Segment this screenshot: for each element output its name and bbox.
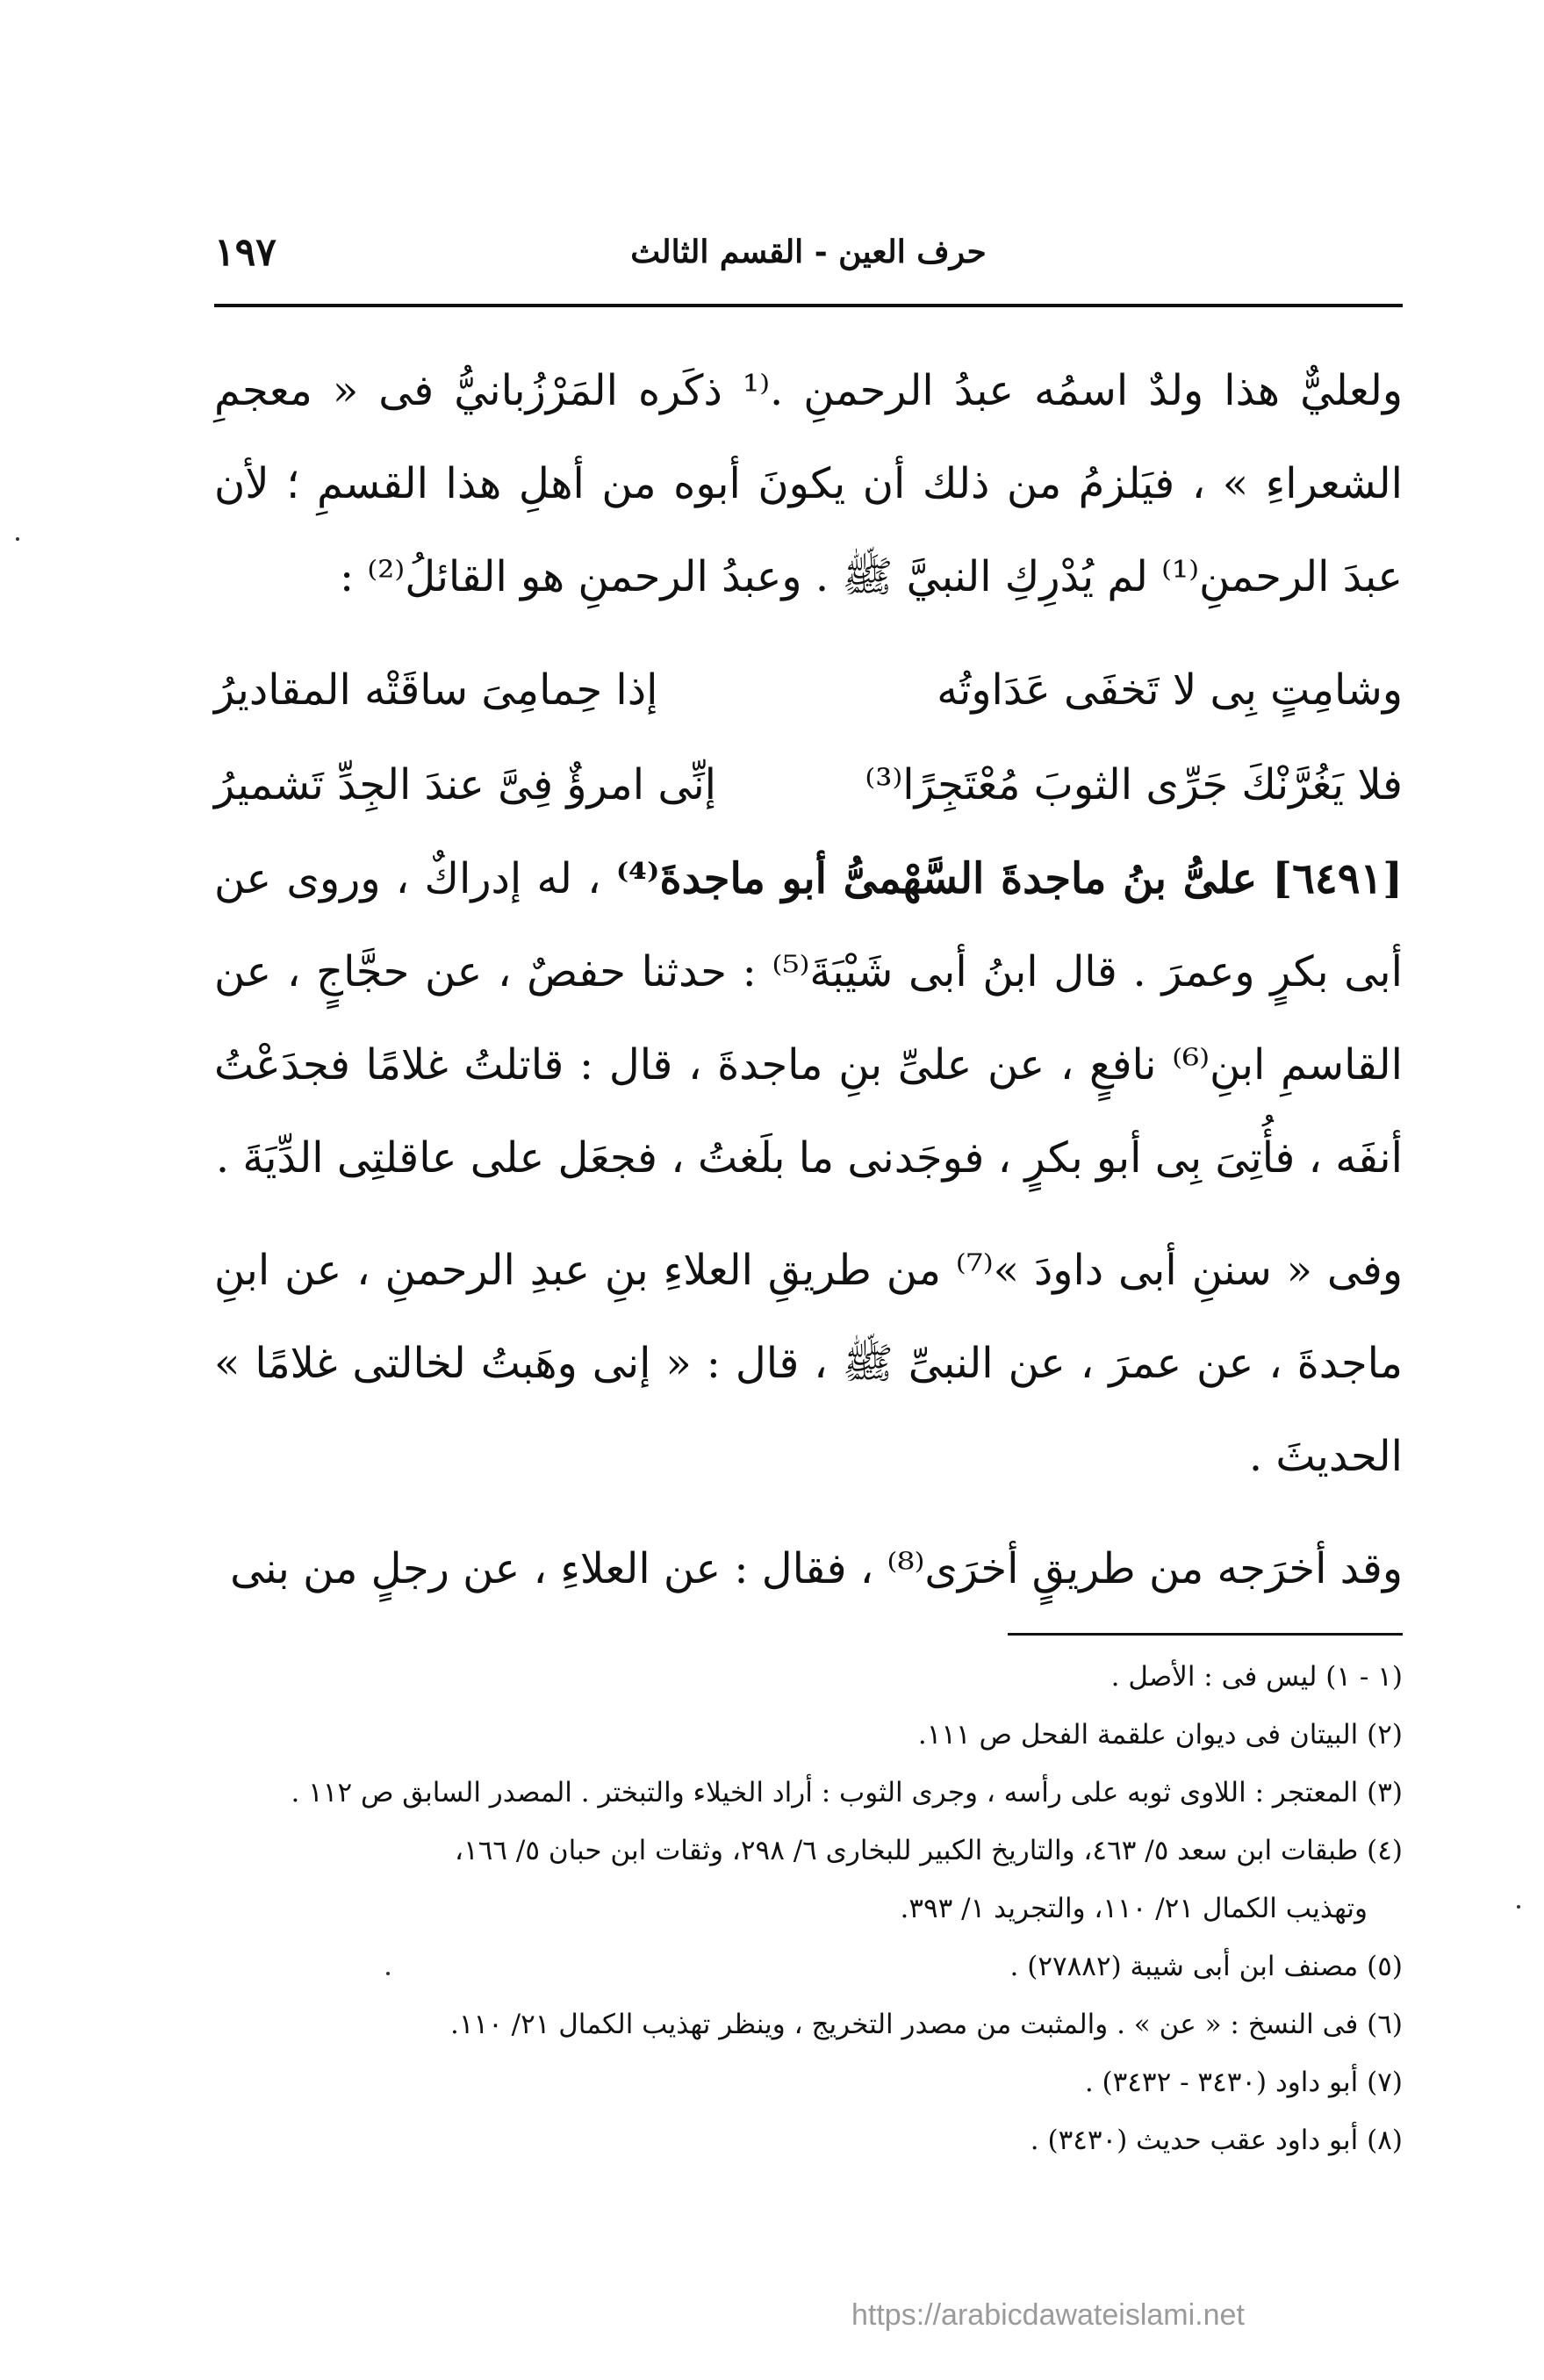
verse-1-second-hemistich: إذا حِمامِىَ ساقَتْه المقاديرُ — [214, 665, 658, 715]
footnote-1: (١ - ١) ليس فى : الأصل . — [1110, 1661, 1403, 1693]
watermark-url: https://arabicdawateislami.net — [851, 2298, 1245, 2332]
footnote-4: (٤) طبقات ابن سعد ٥/ ٤٦٣، والتاريخ الكبير للبخارى ٦/ ٢٩٨، وثقات ابن حبان ٥/ ١٦٦، — [455, 1835, 1403, 1866]
verse-2-second-hemistich: إنِّى امرؤٌ فِىَّ عندَ الجِدِّ تَشميرُ — [214, 760, 717, 809]
footnote-8: (٨) أبو داود عقب حديث (٣٤٣٠) . — [1030, 2125, 1403, 2156]
entry-text: ، له إدراكٌ ، وروى عن أبى بكرٍ وعمرَ . قال ابنُ أبى شَيْبَةَ⁽⁵⁾ : حدثنا حفصٌ ، عن حجَّاجٍ ، عن القاسمِ ابنِ⁽⁶⁾ نافعٍ ، عن علىِّ بنِ ماجدةَ ، قال : قاتلتُ غلامًا فجدَعْتُ أنفَه ، فأُتِىَ بِى أبو بكرٍ ، فوجَدنى ما بلَغتُ ، فجعَل على عاقلتِى الدِّيَةَ . — [214, 854, 1404, 1183]
paragraph-1: ولعليٌّ هذا ولدٌ اسمُه عبدُ الرحمنِ .⁽¹ ذكَره المَرْزُبانيُّ فى « معجمِ الشعراءِ » ، فيَلزمُ من ذلك أن يكونَ أبوه من أهلِ هذا القسمِ ؛ لأن عبدَ الرحمنِ⁽¹⁾ لم يُدْرِكِ النبيَّ ﷺ . وعبدُ الرحمنِ هو القائلُ⁽²⁾ : — [214, 366, 1404, 601]
poem — [214, 643, 1403, 832]
footnotes — [214, 1652, 1403, 2165]
footnote-rule — [1008, 1633, 1403, 1636]
verse-2 — [214, 737, 1403, 832]
entry-paragraph — [214, 832, 1403, 1204]
running-title: حرف العين - القسم الثالث — [630, 234, 987, 270]
paragraph-3: وفى « سننِ أبى داودَ »⁽⁷⁾ من طريقِ العلاءِ بنِ عبدِ الرحمنِ ، عن ابنِ ماجدةَ ، عن عمرَ ، عن النبىِّ ﷺ ، قال : « إنى وهَبتُ لخالتى غلامًا » الحديثَ . — [214, 1246, 1404, 1481]
scan-speck — [386, 1972, 390, 1975]
header-rule — [214, 304, 1403, 307]
entry-number: [٦٤٩١] — [1272, 854, 1403, 903]
scan-speck — [1517, 1905, 1520, 1909]
footnote-3: (٣) المعتجر : اللاوى ثوبه على رأسه ، وجرى الثوب : أراد الخيلاء والتبختر . المصدر السابق ص ١١٢ . — [291, 1777, 1403, 1808]
paragraph-4: وقد أخرَجه من طريقٍ أخرَى⁽⁸⁾ ، فقال : عن العلاءِ ، عن رجلٍ من بنى — [230, 1544, 1403, 1593]
page-number: ١٩٧ — [214, 230, 276, 275]
footnote-4-continuation: وتهذيب الكمال ٢١/ ١١٠، والتجريد ١/ ٣٩٣. — [900, 1893, 1368, 1924]
main-text — [214, 344, 1403, 1615]
verse-2-first-hemistich: فلا يَغُرَّنْكَ جَرِّى الثوبَ مُعْتَجِرًا⁽³⁾ — [865, 760, 1403, 809]
scan-speck — [16, 537, 19, 541]
verse-1-first-hemistich: وشامِتٍ بِى لا تَخفَى عَدَاوتُه — [937, 665, 1403, 715]
footnote-5: (٥) مصنف ابن أبى شيبة (٢٧٨٨٢) . — [1009, 1951, 1403, 1982]
page-header — [214, 230, 1403, 274]
footnote-6: (٦) فى النسخ : « عن » . والمثبت من مصدر التخريج ، وينظر تهذيب الكمال ٢١/ ١١٠. — [449, 2009, 1403, 2040]
footnote-7: (٧) أبو داود (٣٤٣٠ - ٣٤٣٢) . — [1084, 2067, 1403, 2098]
footnote-2: (٢) البيتان فى ديوان علقمة الفحل ص ١١١. — [917, 1719, 1403, 1751]
entry-name: علىُّ بنُ ماجدةَ السَّهْمىُّ أبو ماجدةَ⁽⁴⁾ — [615, 854, 1258, 903]
verse-1 — [214, 643, 1403, 737]
